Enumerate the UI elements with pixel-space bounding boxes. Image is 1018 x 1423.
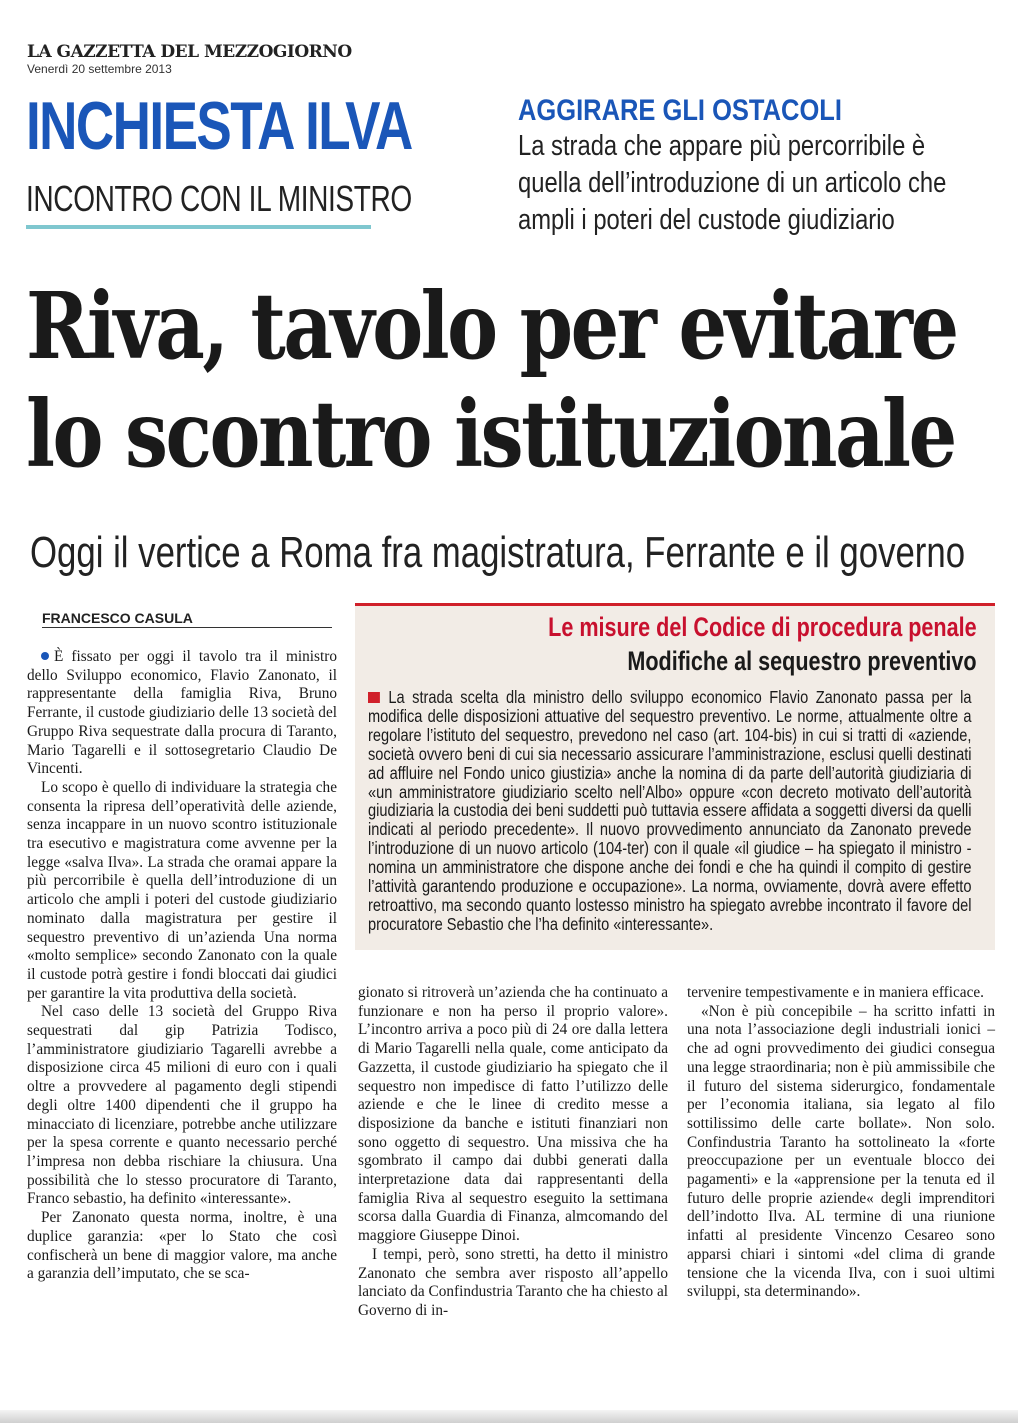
section-subkicker: INCONTRO CON IL MINISTRO: [26, 178, 412, 219]
headline-line-1: Riva, tavolo per evitare: [26, 272, 957, 380]
masthead-logo: LA GAZZETTA DEL MEZZOGIORNO: [27, 42, 352, 62]
article-column-2: [358, 984, 668, 1321]
kicker-underline: [26, 225, 371, 229]
box-title: Modifiche al sequestro preventivo: [627, 646, 977, 676]
red-square-icon: [368, 692, 380, 703]
date-line: Venerdì 20 settembre 2013: [27, 62, 172, 76]
article-column-3: [687, 984, 995, 1302]
article-paragraph: Per Zanonato questa norma, inoltre, è una duplice garanzia: «per lo Stato che così confischerà un bene di maggior valore, ma anche a garanzia dell’imputato, che se sca-: [27, 1209, 337, 1283]
box-text: La strada scelta dla ministro dello sviluppo economico Flavio Zanonato passa per la modifica delle disposizioni attuative del sequestro preventivo. Le norme, attualmente oltre a regolare l’istituto del sequestro, prevedono nel caso (art. 104-bis) in cui si tratti di «aziende, società ovvero beni di cui sia necessario assicurare l’amministrazione, esclusi quelli destinati ad affluire nel Fondo unico giustizia» anche la nomina di da parte dell’autorità giudiziaria di «un amministratore giudiziario scelto nell’Albo» oppure «con decreto motivato dell’autorità giudiziaria la custodia dei beni suddetti può tuttavia essere affidata a soggetti diversi da quelli indicati al periodo precedente». Il nuovo provvedimento annunciato da Zanonato prevede l’introduzione di un nuovo articolo (104-ter) con il quale «il giudice – ha spiegato il ministro - nomina un amministratore che dispone anche dei fondi e che ha quindi il compito di gestire l’attività garantendo produzione e occupazione». La norma, ovviamente, dovrà avere effetto retroattivo, ma secondo quanto lostesso ministro ha spiegato avrebbe incontrato il favore del procuratore Sebastio che l’ha definito «interessante».: [368, 687, 972, 934]
article-paragraph: Lo scopo è quello di individuare la strategia che consenta la ripresa dell’operatività delle aziende, senza incappare in un nuovo scontro istituzionale tra esecutivo e magistratura come avvenne per la legge «salva Ilva». La strada che oramai appare la più percorribile è quella dell’introduzione di un articolo che ampli i poteri del custode giudiziario nominato dalla magistratura per gestire il sequestro preventivo di un’azienda Una norma «molto semplice» secondo Zanonato con la quale il custode potrà gestire i fondi bloccati dai giudici per garantire la vita produttiva della società.: [27, 778, 337, 1002]
article-paragraph: gionato si ritroverà un’azienda che ha continuato a funzionare e non ha perso il proprio valore». L’incontro arriva a poco più di 24 ore dalla lettera di Mario Tagarelli nella quale, come anticipato da Gazzetta, il custode giudiziario ha spiegato che il sequestro non impedisce di fatto l’utilizzo delle aziende e che le linee di credito messe a disposizione da banche e istituti finanziari non sono oggetto di sequestro. Una missiva che ha sgombrato il campo dai dubbi generati dalla interpretazione data dai rappresentanti della famiglia Riva al sequestro eseguito la settimana scorsa dalla Guardia di Finanza, almcomando del maggiore Giuseppe Dinoi.: [358, 984, 668, 1245]
article-paragraph: È fissato per oggi il tavolo tra il ministro dello Sviluppo economico, Flavio Zanonato, il rappresentante della famiglia Riva, Bruno Ferrante, il custode giudiziario delle 13 società del Gruppo Riva sequestrate dalla procura di Taranto, Mario Tagarelli e il sottosegretario Claudio De Vincenti.: [27, 648, 337, 778]
box-kicker: Le misure del Codice di procedura penale: [548, 612, 977, 642]
byline-rule: [42, 627, 332, 628]
deck-subheadline: Oggi il vertice a Roma fra magistratura, Ferrante e il governo: [30, 528, 966, 577]
article-paragraph: tervenire tempestivamente e in maniera efficace.: [687, 984, 984, 1001]
side-title: AGGIRARE GLI OSTACOLI: [518, 94, 842, 127]
headline-line-2: lo scontro istituzionale: [26, 380, 955, 488]
article-paragraph: «Non è più concepibile – ha scritto infatti in una nota l’associazione degli industriali ionici – che ad ogni provvedimento dei giudici consegua una legge straordinaria; non è più ammissibile che il futuro del sistema siderurgico, fondamentale per l’economia italiana, sia legato al filo sottilissimo delle carte bollate». Non solo. Confindustria Taranto ha sottolineato la «forte preoccupazione per un eventuale blocco dei pagamenti» e la «apprensione per la tenuta ed il futuro delle proprie aziende« degli imprenditori dell’indotto Ilva. AL termine di una riunione infatti al presidente Vincenzo Cesareo sono apparsi chiari i sintomi «del clima di grande tensione che la vicenda Ilva, con i suoi ultimi sviluppi, sta determinando».: [687, 1002, 995, 1301]
article-column-1: [27, 648, 337, 1284]
article-paragraph: I tempi, però, sono stretti, ha detto il ministro Zanonato che sembra aver risposto all’appello lanciato da Confindustria Taranto che ha chiesto al Governo di in-: [358, 1245, 669, 1319]
bullet-dot-icon: [41, 652, 49, 660]
byline: FRANCESCO CASULA: [42, 610, 193, 626]
article-paragraph: Nel caso delle 13 società del Gruppo Riva sequestrati dal gip Patrizia Todisco, l’amministratore giudiziario Tagarelli avrebbe a disposizione circa 45 milioni di euro con i quali oltre a provvedere al pagamento degli stipendi degli oltre 1400 dipendenti che il gruppo ha minacciato di licenziare, potrebbe anche utilizzare per la spesa corrente e quanto necessario perché l’impresa non debba rischiare la chiusura. Una possibilità che lo stesso procuratore di Taranto, Franco sebastio, ha definito «interessante».: [27, 1003, 337, 1208]
headline: [26, 272, 981, 488]
section-kicker: INCHIESTA ILVA: [26, 88, 412, 164]
page-bottom-edge: [0, 1410, 1018, 1423]
side-summary: La strada che appare più percorribile è quella dell’introduzione di un articolo che ampli i poteri del custode giudiziario: [518, 130, 947, 236]
